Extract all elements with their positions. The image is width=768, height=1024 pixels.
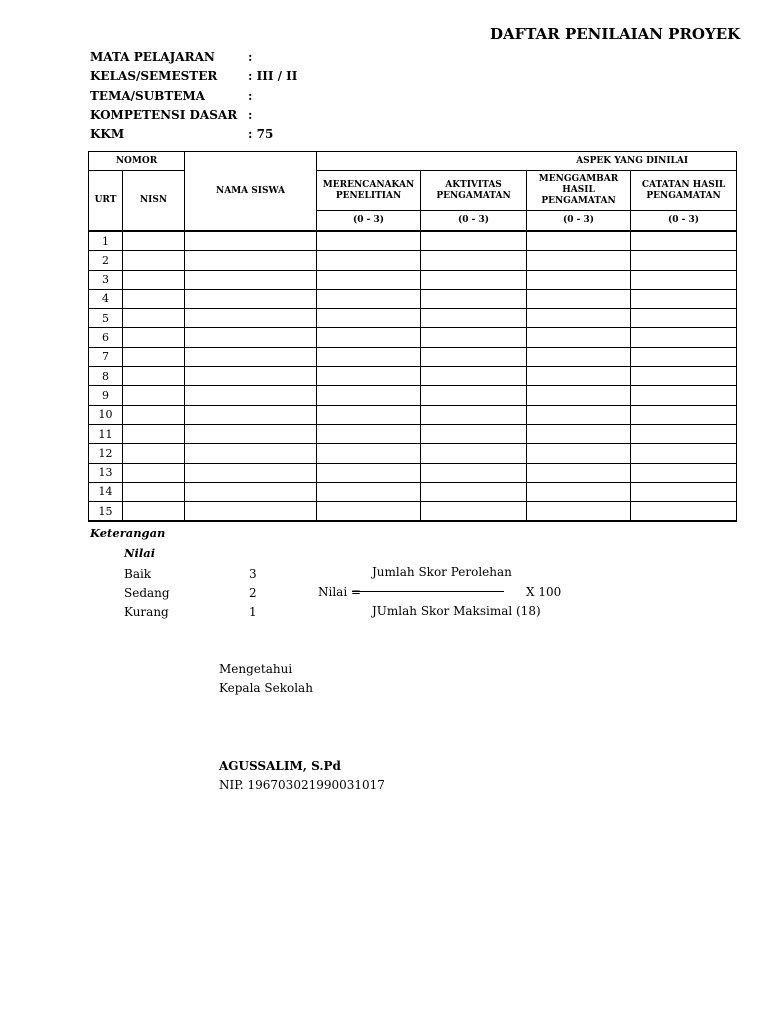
row-number: 5 <box>89 309 123 328</box>
empty-cell <box>631 482 737 501</box>
empty-cell <box>631 424 737 443</box>
empty-cell <box>421 251 527 270</box>
empty-cell <box>185 482 317 501</box>
scale-value: 2 <box>249 586 257 600</box>
row-number: 13 <box>89 463 123 482</box>
header-value: : <box>248 88 253 103</box>
table-row <box>89 231 737 251</box>
table-row <box>89 328 737 347</box>
empty-cell <box>527 289 631 308</box>
empty-cell <box>421 405 527 424</box>
empty-cell <box>421 347 527 366</box>
empty-cell <box>527 328 631 347</box>
empty-cell <box>185 444 317 463</box>
empty-cell <box>421 482 527 501</box>
scale-value: 3 <box>249 567 257 581</box>
table-body <box>89 231 737 521</box>
formula-denominator: JUmlah Skor Maksimal (18) <box>372 604 541 618</box>
nisn-header: NISN <box>123 171 185 232</box>
aspect-name: MENGGAMBAR HASIL PENGAMATAN <box>527 171 631 211</box>
table-row <box>89 424 737 443</box>
empty-cell <box>123 289 185 308</box>
table-row <box>89 502 737 522</box>
row-number: 8 <box>89 367 123 386</box>
signatory-name: AGUSSALIM, S.Pd <box>219 759 341 773</box>
empty-cell <box>631 386 737 405</box>
table-row <box>89 405 737 424</box>
header-label: KKM <box>90 127 125 142</box>
empty-cell <box>185 328 317 347</box>
formula-numerator: Jumlah Skor Perolehan <box>372 565 512 579</box>
empty-cell <box>185 347 317 366</box>
empty-cell <box>527 270 631 289</box>
empty-cell <box>123 309 185 328</box>
empty-cell <box>123 444 185 463</box>
empty-cell <box>123 270 185 289</box>
nomor-header: NOMOR <box>89 152 185 171</box>
empty-cell <box>631 463 737 482</box>
empty-cell <box>185 463 317 482</box>
mengetahui-text: Mengetahui <box>219 662 293 676</box>
nama-siswa-header: NAMA SISWA <box>185 152 317 232</box>
assessment-table <box>88 151 737 522</box>
row-number: 6 <box>89 328 123 347</box>
empty-cell <box>527 251 631 270</box>
scale-row <box>124 565 284 584</box>
aspect-range: (0 - 3) <box>317 211 421 232</box>
empty-cell <box>631 367 737 386</box>
empty-cell <box>527 444 631 463</box>
table-row <box>89 482 737 501</box>
aspect-range: (0 - 3) <box>527 211 631 232</box>
empty-cell <box>527 502 631 522</box>
empty-cell <box>421 270 527 289</box>
empty-cell <box>317 347 421 366</box>
formula-label: Nilai = <box>318 585 362 599</box>
table-row <box>89 463 737 482</box>
row-number: 3 <box>89 270 123 289</box>
empty-cell <box>317 270 421 289</box>
row-number: 15 <box>89 502 123 522</box>
scale-name: Kurang <box>124 605 169 619</box>
empty-cell <box>185 270 317 289</box>
empty-cell <box>185 502 317 522</box>
empty-cell <box>317 444 421 463</box>
aspect-range: (0 - 3) <box>421 211 527 232</box>
empty-cell <box>185 424 317 443</box>
empty-cell <box>421 328 527 347</box>
header-value: : 75 <box>248 127 274 142</box>
scale-name: Sedang <box>124 586 170 600</box>
empty-cell <box>421 502 527 522</box>
empty-cell <box>631 251 737 270</box>
row-number: 11 <box>89 424 123 443</box>
empty-cell <box>123 367 185 386</box>
urt-header: URT <box>89 171 123 232</box>
row-number: 7 <box>89 347 123 366</box>
empty-cell <box>527 424 631 443</box>
header-label: MATA PELAJARAN <box>90 50 215 64</box>
empty-cell <box>527 482 631 501</box>
header-value: : <box>248 107 253 122</box>
empty-cell <box>421 463 527 482</box>
header-label: KOMPETENSI DASAR <box>90 107 238 122</box>
empty-cell <box>123 347 185 366</box>
empty-cell <box>631 231 737 251</box>
empty-cell <box>631 405 737 424</box>
empty-cell <box>185 405 317 424</box>
row-number: 12 <box>89 444 123 463</box>
empty-cell <box>421 309 527 328</box>
empty-cell <box>421 424 527 443</box>
empty-cell <box>317 289 421 308</box>
table-row <box>89 289 737 308</box>
empty-cell <box>185 309 317 328</box>
row-number: 4 <box>89 289 123 308</box>
empty-cell <box>317 502 421 522</box>
scale-row <box>124 584 284 603</box>
header-label: TEMA/SUBTEMA <box>90 88 205 103</box>
empty-cell <box>317 231 421 251</box>
row-number: 2 <box>89 251 123 270</box>
row-number: 1 <box>89 231 123 251</box>
document-title: DAFTAR PENILAIAN PROYEK <box>490 25 741 43</box>
aspect-name: MERENCANAKAN PENELITIAN <box>317 171 421 211</box>
empty-cell <box>317 251 421 270</box>
empty-cell <box>527 367 631 386</box>
empty-cell <box>527 231 631 251</box>
table-row <box>89 309 737 328</box>
empty-cell <box>631 309 737 328</box>
empty-cell <box>123 482 185 501</box>
header-value: : <box>248 50 253 64</box>
scale-name: Baik <box>124 567 152 581</box>
empty-cell <box>527 386 631 405</box>
empty-cell <box>123 424 185 443</box>
aspek-header: ASPEK YANG DINILAI <box>317 152 737 171</box>
empty-cell <box>421 367 527 386</box>
table-row <box>89 444 737 463</box>
empty-cell <box>631 270 737 289</box>
empty-cell <box>527 463 631 482</box>
empty-cell <box>185 289 317 308</box>
empty-cell <box>631 328 737 347</box>
formula-multiplier: X 100 <box>526 585 562 599</box>
fraction-line <box>352 591 504 592</box>
score-scale <box>124 565 284 622</box>
empty-cell <box>421 289 527 308</box>
empty-cell <box>123 251 185 270</box>
empty-cell <box>421 231 527 251</box>
header-label: KELAS/SEMESTER <box>90 69 218 84</box>
row-number: 14 <box>89 482 123 501</box>
empty-cell <box>421 444 527 463</box>
empty-cell <box>123 405 185 424</box>
empty-cell <box>317 482 421 501</box>
table-row <box>89 270 737 289</box>
empty-cell <box>123 502 185 522</box>
empty-cell <box>527 309 631 328</box>
empty-cell <box>631 347 737 366</box>
empty-cell <box>317 309 421 328</box>
empty-cell <box>527 347 631 366</box>
empty-cell <box>317 367 421 386</box>
signatory-nip: NIP. 196703021990031017 <box>219 778 385 792</box>
aspect-name: CATATAN HASIL PENGAMATAN <box>631 171 737 211</box>
empty-cell <box>317 463 421 482</box>
aspect-name: AKTIVITAS PENGAMATAN <box>421 171 527 211</box>
table-row <box>89 367 737 386</box>
scale-row <box>124 603 284 622</box>
empty-cell <box>317 405 421 424</box>
empty-cell <box>185 231 317 251</box>
row-number: 10 <box>89 405 123 424</box>
empty-cell <box>317 386 421 405</box>
aspect-range: (0 - 3) <box>631 211 737 232</box>
scale-value: 1 <box>249 605 257 619</box>
empty-cell <box>185 386 317 405</box>
header-value: : III / II <box>248 69 298 84</box>
empty-cell <box>631 289 737 308</box>
table-row <box>89 251 737 270</box>
nilai-label: Nilai <box>124 546 156 560</box>
empty-cell <box>317 328 421 347</box>
empty-cell <box>317 424 421 443</box>
empty-cell <box>185 367 317 386</box>
empty-cell <box>631 444 737 463</box>
empty-cell <box>631 502 737 522</box>
empty-cell <box>421 386 527 405</box>
empty-cell <box>123 463 185 482</box>
empty-cell <box>123 328 185 347</box>
empty-cell <box>185 251 317 270</box>
kepala-sekolah-text: Kepala Sekolah <box>219 681 313 695</box>
table-row <box>89 347 737 366</box>
row-number: 9 <box>89 386 123 405</box>
table-row <box>89 386 737 405</box>
empty-cell <box>123 386 185 405</box>
keterangan-label: Keterangan <box>90 526 166 540</box>
empty-cell <box>123 231 185 251</box>
empty-cell <box>527 405 631 424</box>
